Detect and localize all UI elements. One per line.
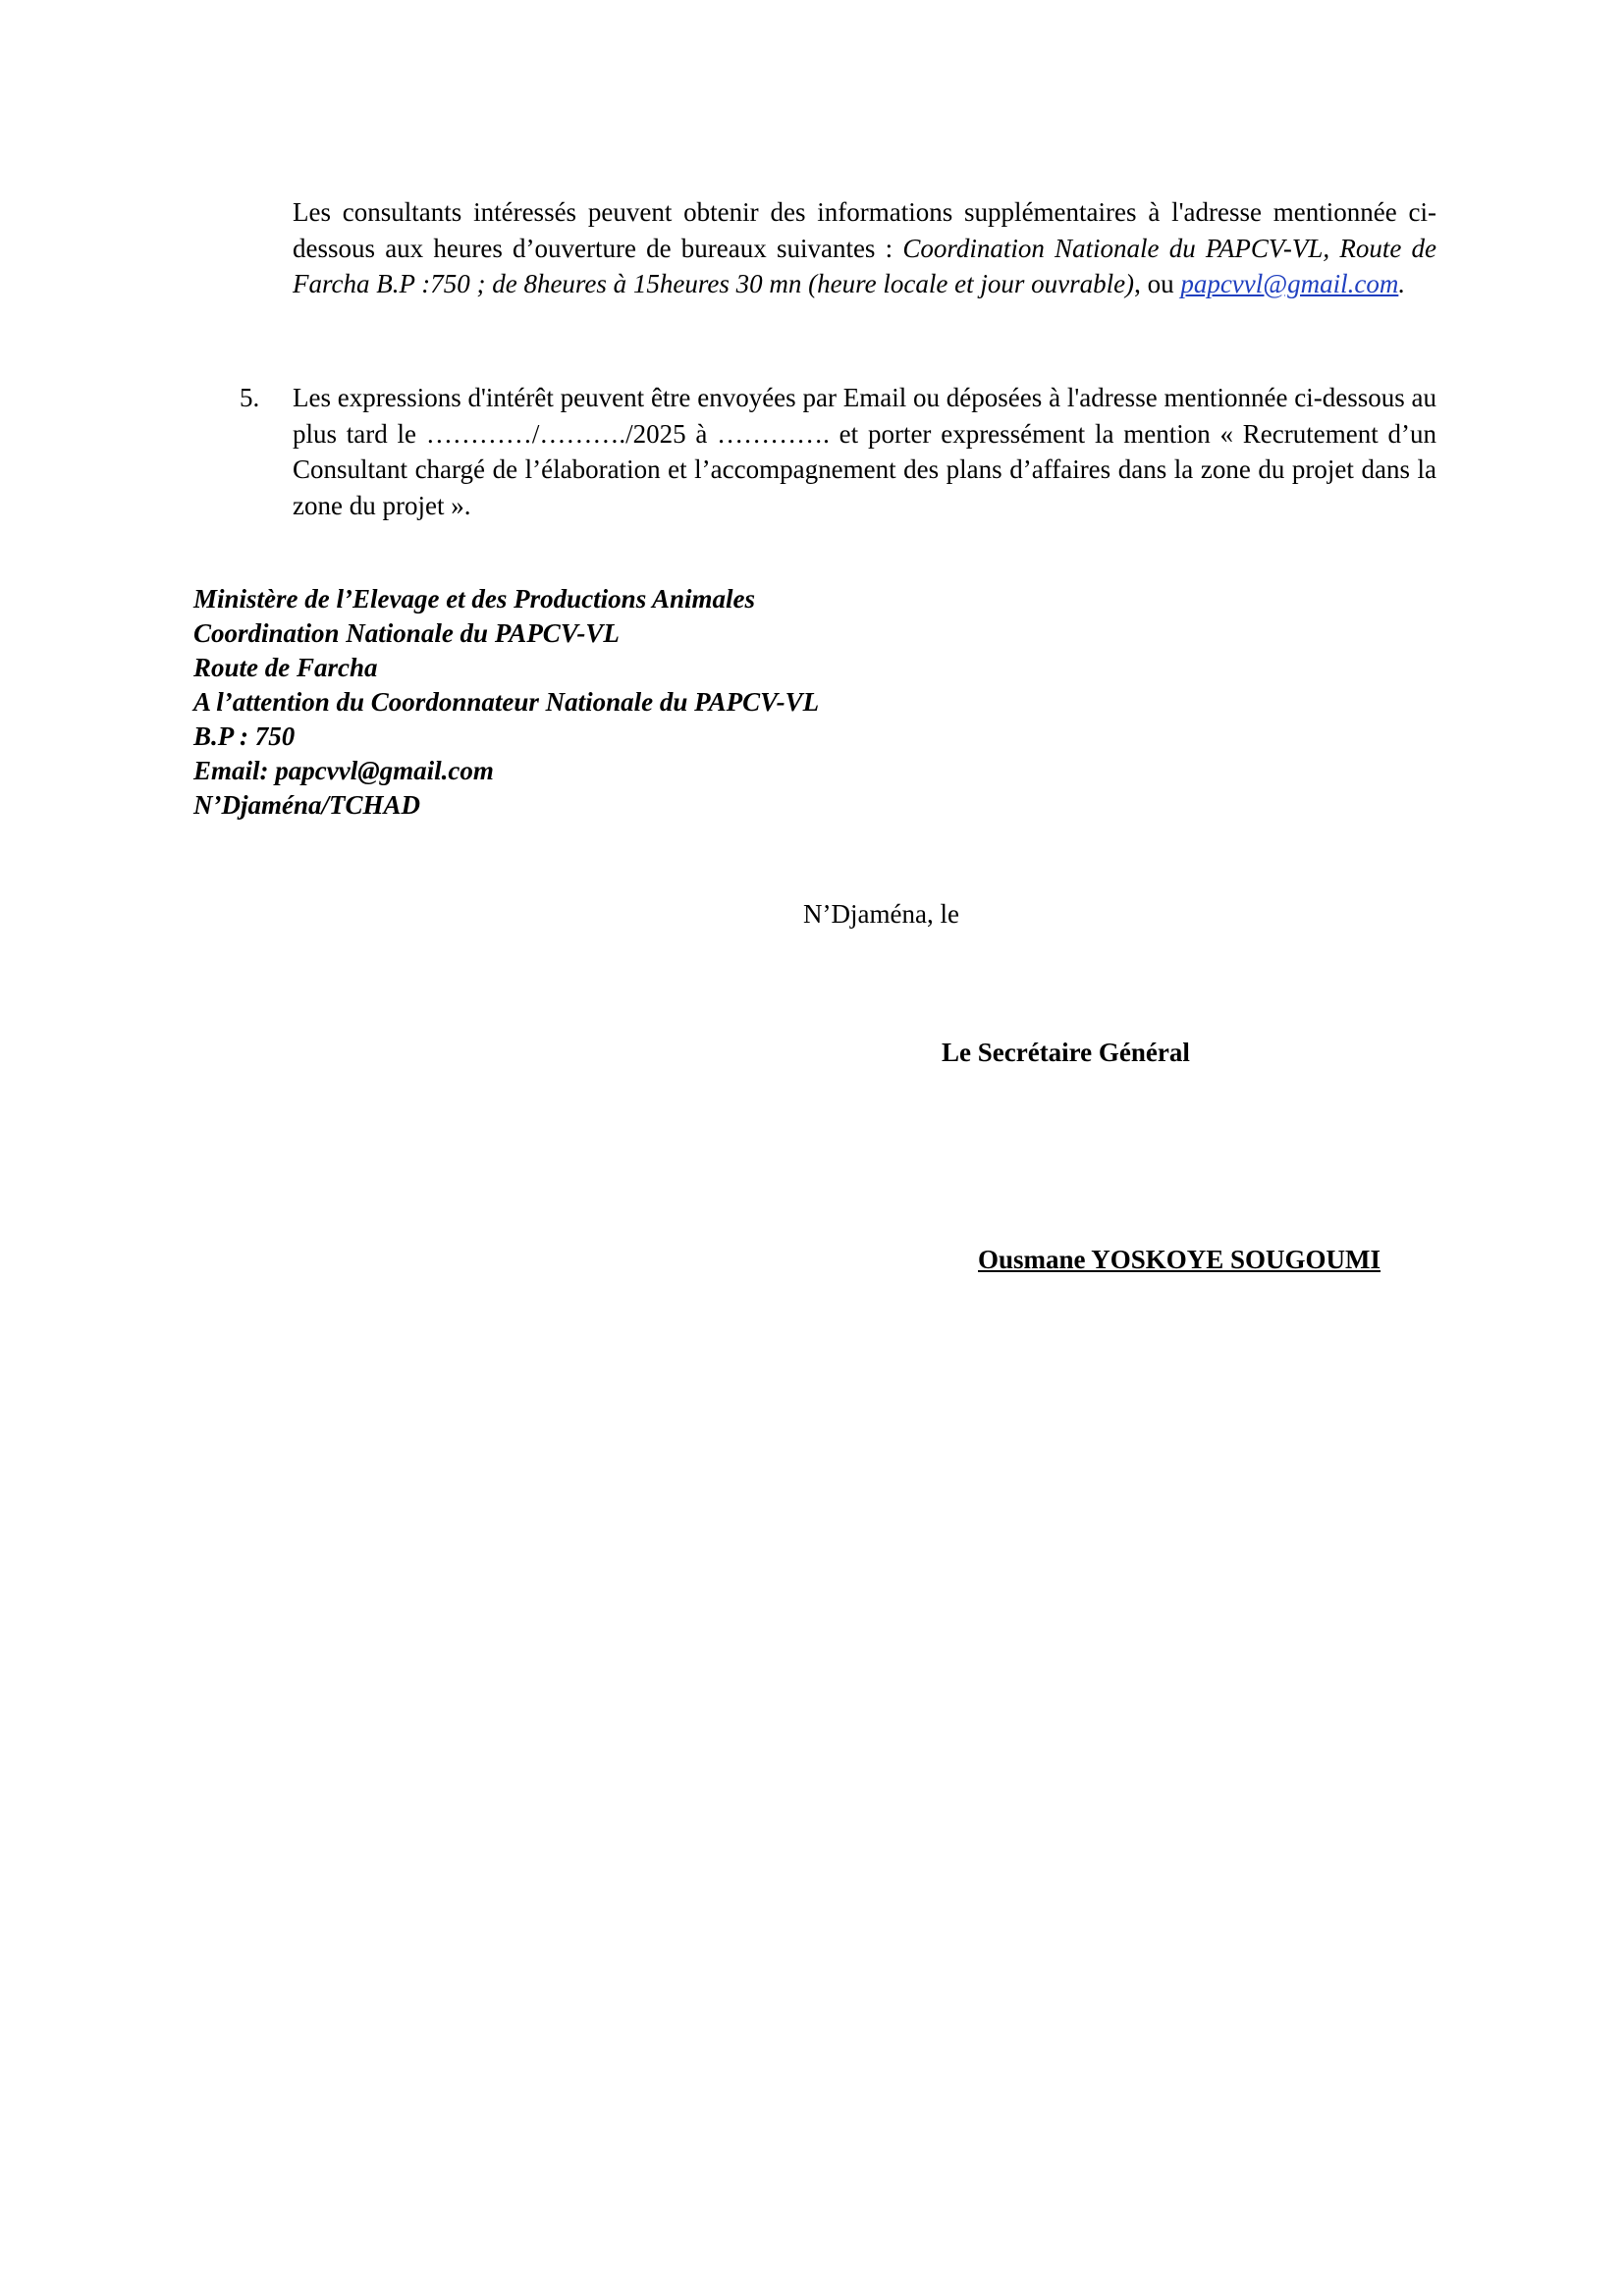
info-office-details: Coordination Nationale du PAPCV-VL, Route de Farcha B.P :750 ; de 8heures à 15heures 30 mn (heure locale et jour ouvrable) [293,233,1436,298]
address-city: N’Djaména/TCHAD [193,790,421,820]
info-end: . [1398,269,1406,298]
info-connector: , ou [1134,269,1181,298]
address-block [193,582,1077,823]
address-po-box: B.P : 750 [193,721,296,751]
list-text: Les expressions d'intérêt peuvent être envoyées par Email ou déposées à l'adresse mentionnée ci-dessous au plus tard le …………/………./2025 à …………. et porter expressément la mention « Recrutement d’un Consultant chargé de l’élaboration et l’accompagnement des plans d’affaires dans la zone du projet dans la zone du projet ». [293,383,1436,520]
address-road: Route de Farcha [193,653,378,682]
info-text: Les consultants intéressés peuvent obtenir des informations supplémentaires à l'adresse mentionnée ci-dessous aux heures d’ouverture de bureaux suivantes : [293,197,1436,263]
email-link[interactable]: papcvvl@gmail.com [1180,269,1399,298]
info-paragraph [293,194,1436,302]
signatory-name: Ousmane YOSKOYE SOUGOUMI [978,1245,1381,1274]
signatory-title: Le Secrétaire Général [942,1038,1190,1067]
list-number: 5. [240,383,260,412]
address-ministry: Ministère de l’Elevage et des Productions Animales [193,584,755,614]
place-date: N’Djaména, le [803,899,959,929]
address-email: Email: papcvvl@gmail.com [193,756,494,785]
address-coordination: Coordination Nationale du PAPCV-VL [193,618,620,648]
address-attention: A l’attention du Coordonnateur Nationale du PAPCV-VL [193,687,820,717]
